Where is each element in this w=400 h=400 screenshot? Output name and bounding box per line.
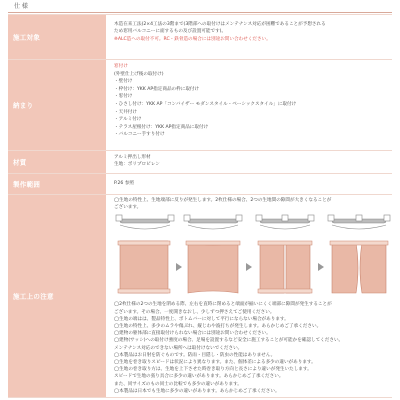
notes-line: ございます。その場合、一度開きなおし、少しずつ押さえてご使用ください。 (114, 309, 275, 315)
row-label: 施工上の注意 (13, 292, 54, 301)
target-note: ※ALC造への取付不可。RC・鉄骨造の場合には別途お問い合わせください。 (114, 36, 271, 42)
illus-step-1 (116, 215, 174, 293)
illus-fabric (260, 243, 284, 293)
row-material (8, 150, 392, 173)
notes-line: また、同サイズのもの同士の比較でも多少の違いがあります。 (114, 381, 242, 387)
target-line: 木造在来工法(2×4工法の3階まで(3階部への取付けはメンテナンス対応が困難であることが予想される (114, 22, 326, 27)
mount-line: ・壁付け (114, 79, 133, 85)
illus-curve (188, 225, 238, 229)
mount-line: ・ひさし付け：YKK AP「コンバイザー モダンスタイル・ベーシックスタイル」に取付け (114, 101, 297, 107)
illus-bottom-bar (118, 289, 170, 293)
illus-fabric (188, 243, 238, 293)
illus-bracket (184, 215, 190, 221)
illus-curve (332, 225, 386, 229)
illus-bracket (308, 215, 314, 221)
notes-intro: ございます。 (114, 205, 142, 211)
target-content (114, 21, 390, 43)
row-label: 製作範囲 (13, 180, 41, 189)
notes-line: ◯本製品は日本でも生地に多少の違いがあります。あらかじめご了承ください。 (114, 388, 280, 394)
mount-line: ・天井付け (114, 109, 137, 115)
label-cell (8, 15, 106, 59)
notes-line: ◯生地を巻き取りスピードは状況により異なります。また、個体差による多少の違いがあります。 (114, 360, 316, 366)
mount-line: ・テラス屋根付け：YKK AP指定商品に取付け (114, 124, 209, 130)
mount-line: ・枠付け：YKK AP指定商品の枠に取付け (114, 86, 200, 92)
illus-rail (188, 219, 238, 223)
row-range (8, 173, 392, 194)
mount-content (114, 63, 390, 139)
material-line: アルミ押出し形材 (114, 155, 151, 160)
illus-bracket (356, 215, 362, 221)
fabric-illustration-svg (114, 213, 394, 299)
illus-bracket (328, 215, 334, 221)
notes-line: ◯2枚仕様の2つの生地を閉める際、左右を直時に閉めると端面が揃いにくく端部に隙間が発生することが (114, 302, 332, 308)
illus-roll (330, 241, 388, 245)
notes-line: ◯本製品はお日射を防ぐものです。防雨・目隠し・防虫の性能はありません。 (114, 352, 276, 358)
notes-line: スピードで生地の張り具合に多少の違いがあります。あらかじめご了承ください。 (114, 374, 284, 380)
notes-line: ◯建物(サッシ)への取付け強度の場合、足場を設置するなど安全に施工することが可能かを確認してください。 (114, 338, 344, 344)
material-line: 生地：ポリプロピレン (114, 162, 160, 168)
mount-line: ・窓付け (114, 94, 133, 100)
illus-bracket (168, 215, 174, 221)
notes-content (114, 197, 390, 395)
range-content (114, 180, 390, 187)
mount-line: ・バルコニー手すり付け (114, 132, 165, 138)
target-line: ため窓用バルコニーに面するもの及び設置可能です)。 (114, 29, 227, 35)
mount-line: (外壁仕上げ後の取付け) (114, 71, 164, 77)
mount-line: ・アルミ付け (114, 117, 142, 123)
illus-fabric (120, 241, 168, 293)
illus-step-3 (256, 215, 314, 293)
row-notes (8, 194, 392, 398)
row-target (8, 14, 392, 59)
row-mount (8, 59, 392, 150)
range-line: P.26 参照 (114, 181, 135, 186)
illus-roll (186, 241, 240, 245)
notes-line: ◯生地の特性上、多少のムラや傷ぶれ、縦じわや波打ちが発生します。あらかじめご了承ください。 (114, 324, 322, 330)
row-label: 施工対象 (13, 33, 41, 42)
illus-bracket (236, 215, 242, 221)
notes-line: ◯生地の巻き取り方は、生地を上下させた時巻き取り方向と長さにより違いが発生いたします。 (114, 367, 312, 373)
notes-intro: ◯生地の特性上、生地端部に反りが発生します。2枚仕様の場合、2つの生地間の隙間が大きくなることが (114, 198, 332, 203)
illus-step-4 (328, 215, 390, 293)
notes-line: ◯建物の躯体部に直接取付けられない場合には別途お問い合わせください。 (114, 331, 271, 337)
illus-curve (120, 225, 170, 229)
illus-bracket (384, 215, 390, 221)
notes-line: ◯生地の端はは、製品特性上、ボトムバーに対して平行にならない場合があります。 (114, 316, 289, 322)
illus-fabric (332, 243, 358, 293)
illus-bracket (282, 215, 288, 221)
illus-step-2 (184, 215, 242, 293)
row-label: 納まり (13, 101, 34, 110)
label-cell (8, 60, 106, 150)
illus-curve (260, 225, 310, 229)
spec-header-title: 仕 様 (14, 3, 28, 10)
spec-header (8, 2, 392, 13)
illus-bracket (256, 215, 262, 221)
row-label: 材質 (13, 158, 27, 167)
label-cell (8, 151, 106, 173)
label-cell (8, 174, 106, 194)
arrow-icon (176, 263, 182, 271)
material-content (114, 154, 390, 169)
notes-line: メンテナンス対応のできない場所へは取付けないでください。 (114, 345, 243, 351)
illus-bracket (116, 215, 122, 221)
illus-rail (120, 219, 170, 223)
mount-top: 窓付け (114, 64, 128, 69)
label-cell (8, 195, 106, 397)
fabric-illustration (114, 213, 390, 299)
illus-fabric (286, 243, 310, 293)
arrow-icon (246, 263, 252, 271)
illus-roll (118, 241, 170, 245)
illus-fabric (360, 243, 386, 293)
illus-bottom-bar (258, 289, 312, 293)
illus-roll (258, 241, 312, 245)
arrow-icon (318, 263, 324, 271)
